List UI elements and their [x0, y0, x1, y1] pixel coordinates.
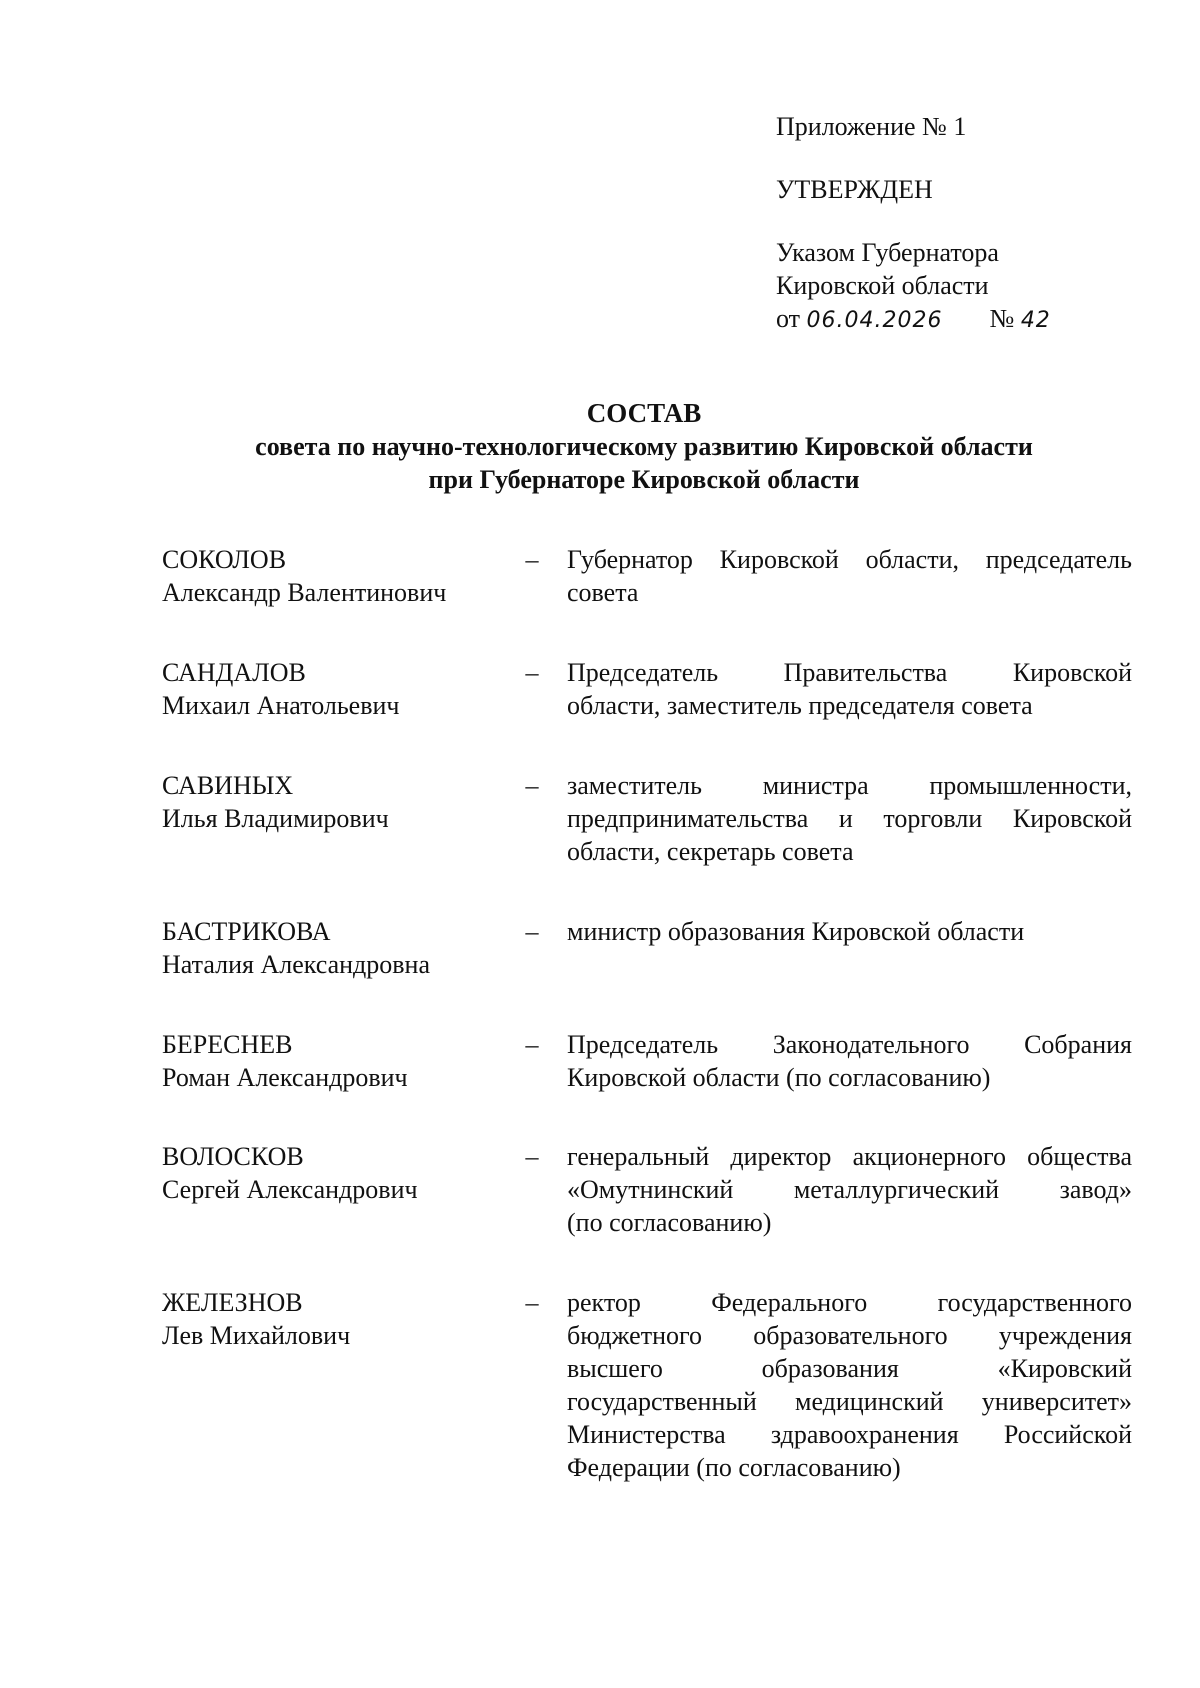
approval-block	[776, 110, 1156, 337]
role-line: Председатель Законодательного Собрания	[567, 1030, 1132, 1059]
member-name	[162, 1028, 502, 1094]
number-label: №	[989, 304, 1015, 333]
role-line: высшего образования «Кировский	[567, 1354, 1132, 1383]
dash-separator: –	[525, 545, 539, 574]
member-given-names: Илья Владимирович	[162, 804, 389, 833]
member-given-names: Наталия Александровна	[162, 950, 430, 979]
title-line-1: совета по научно-технологическому развитию Кировской области	[255, 432, 1033, 461]
member-role	[567, 1140, 1132, 1239]
member-surname: БЕРЕСНЕВ	[162, 1030, 293, 1059]
member-name	[162, 543, 502, 609]
member-name	[162, 915, 502, 981]
document-title	[120, 397, 1168, 496]
member-surname: САНДАЛОВ	[162, 658, 306, 687]
role-line: ректор Федерального государственного	[567, 1288, 1132, 1317]
role-line: области, заместитель председателя совета	[567, 691, 1033, 720]
role-line: государственный медицинский университет»	[567, 1387, 1132, 1416]
role-line: Кировской области (по согласованию)	[567, 1063, 991, 1092]
member-surname: СОКОЛОВ	[162, 545, 287, 574]
member-role	[567, 656, 1132, 722]
member-surname: БАСТРИКОВА	[162, 917, 331, 946]
role-line: «Омутнинский металлургический завод»	[567, 1175, 1132, 1204]
member-given-names: Михаил Анатольевич	[162, 691, 400, 720]
handwritten-date: 06.04.2026	[806, 308, 943, 333]
member-name	[162, 769, 502, 835]
decree-line-2: Кировской области	[776, 271, 989, 300]
dash-separator: –	[525, 1142, 539, 1171]
decree-line-1: Указом Губернатора	[776, 238, 999, 267]
handwritten-number: 42	[1020, 308, 1051, 333]
role-line: области, секретарь совета	[567, 837, 854, 866]
role-line: Губернатор Кировской области, председатель	[567, 545, 1132, 574]
dash-separator: –	[525, 658, 539, 687]
member-surname: ЖЕЛЕЗНОВ	[162, 1288, 303, 1317]
member-name	[162, 1286, 502, 1352]
member-given-names: Александр Валентинович	[162, 578, 447, 607]
role-line: Председатель Правительства Кировской	[567, 658, 1132, 687]
approved-label: УТВЕРЖДЕН	[776, 175, 933, 204]
member-name	[162, 656, 502, 722]
title-main: СОСТАВ	[586, 398, 702, 428]
appendix-label: Приложение № 1	[776, 112, 967, 141]
member-role	[567, 1028, 1132, 1094]
member-surname: САВИНЫХ	[162, 771, 294, 800]
from-label: от	[776, 304, 801, 333]
role-line: (по согласованию)	[567, 1208, 772, 1237]
dash-separator: –	[525, 917, 539, 946]
role-line: Федерации (по согласованию)	[567, 1453, 901, 1482]
member-given-names: Лев Михайлович	[162, 1321, 351, 1350]
member-role	[567, 769, 1132, 868]
member-surname: ВОЛОСКОВ	[162, 1142, 304, 1171]
dash-separator: –	[525, 1030, 539, 1059]
dash-separator: –	[525, 771, 539, 800]
dash-separator: –	[525, 1288, 539, 1317]
member-role	[567, 543, 1132, 609]
title-line-2: при Губернаторе Кировской области	[428, 465, 860, 494]
role-line: министр образования Кировской области	[567, 917, 1025, 946]
member-role	[567, 1286, 1132, 1484]
role-line: заместитель министра промышленности,	[567, 771, 1132, 800]
role-line: бюджетного образовательного учреждения	[567, 1321, 1132, 1350]
member-given-names: Сергей Александрович	[162, 1175, 418, 1204]
role-line: Министерства здравоохранения Российской	[567, 1420, 1132, 1449]
role-line: генеральный директор акционерного общества	[567, 1142, 1132, 1171]
member-name	[162, 1140, 502, 1206]
role-line: совета	[567, 578, 639, 607]
role-line: предпринимательства и торговли Кировской	[567, 804, 1132, 833]
decree-date-number-line	[776, 302, 1156, 337]
member-role	[567, 915, 1132, 948]
member-given-names: Роман Александрович	[162, 1063, 408, 1092]
